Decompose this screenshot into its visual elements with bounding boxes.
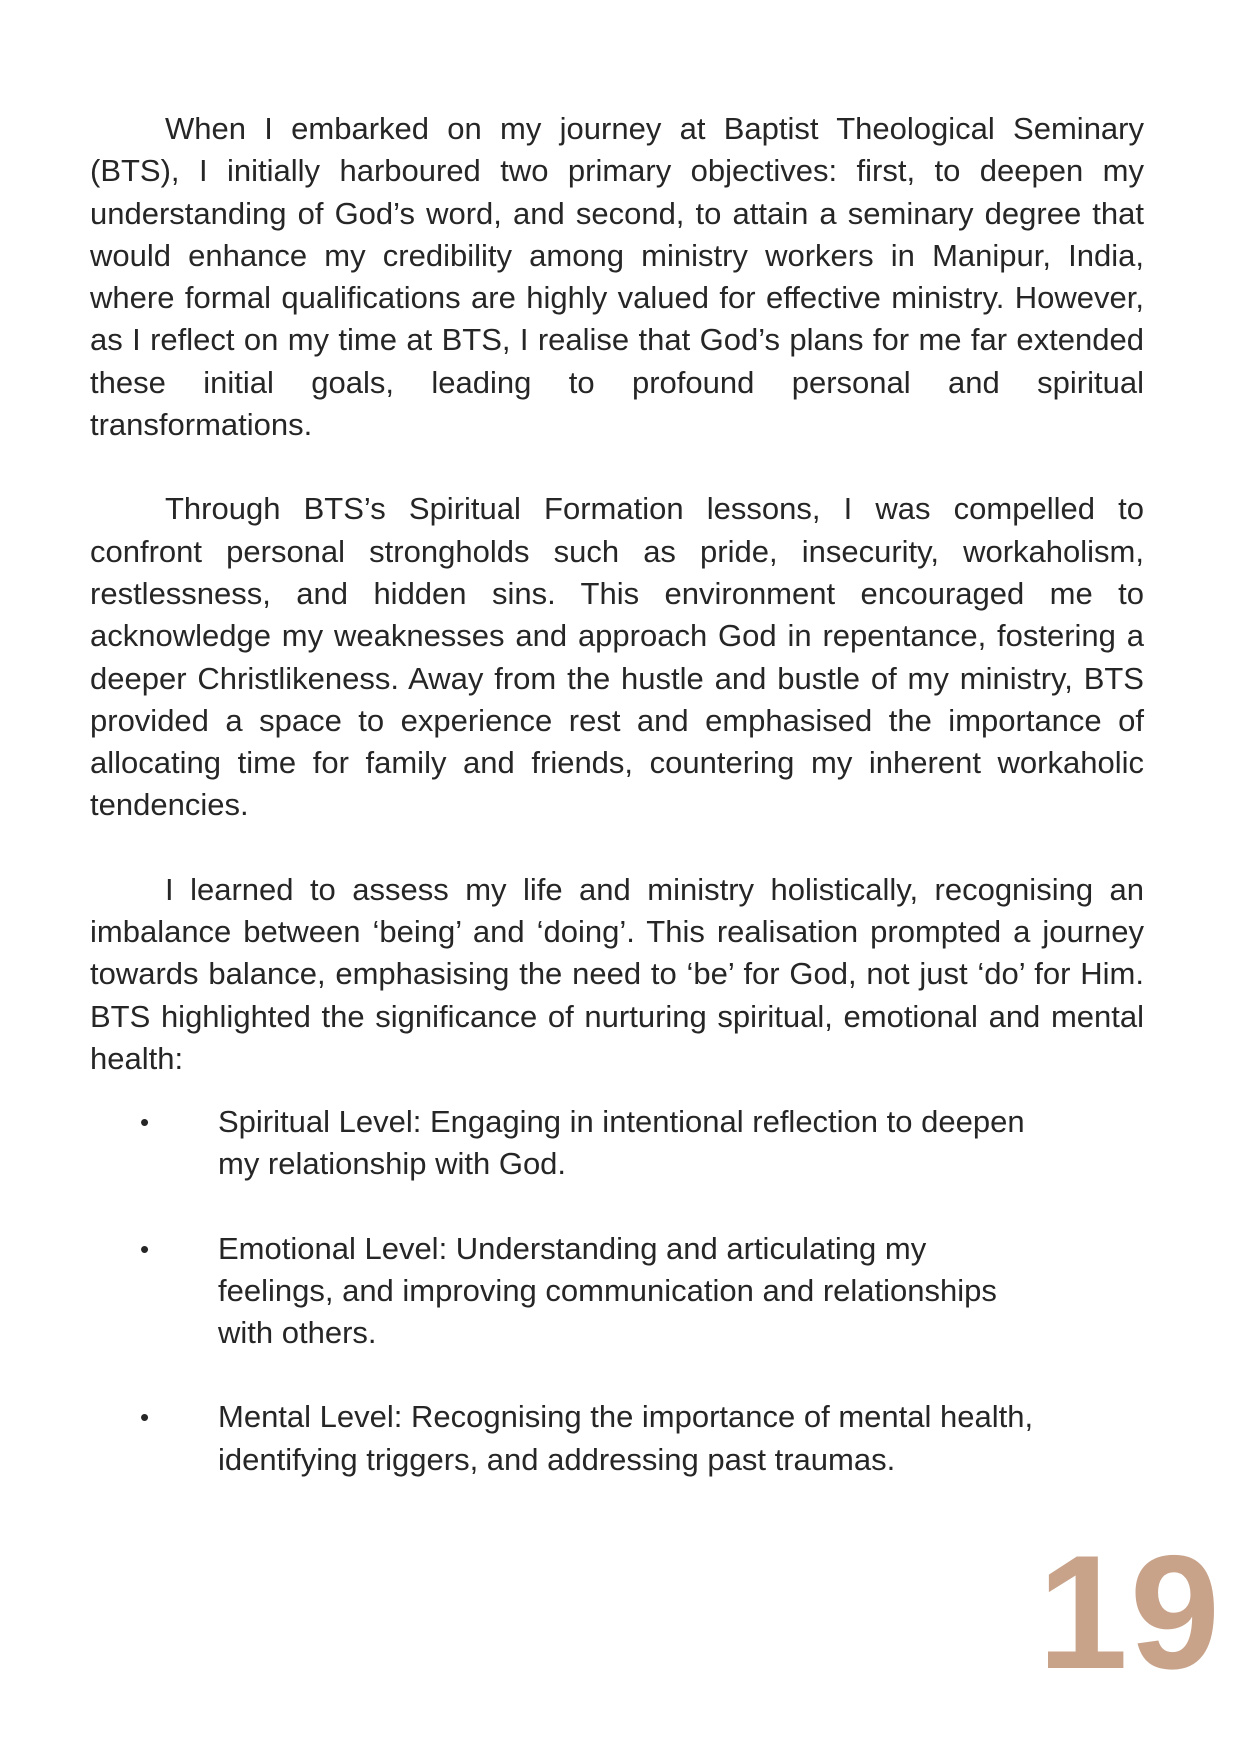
bullet-list bbox=[90, 1101, 1090, 1523]
bullet-text: Emotional Level: Understanding and articulating my feelings, and improving communication and relationships with others. bbox=[218, 1230, 997, 1351]
bullet-marker: • bbox=[140, 1233, 150, 1264]
bullet-item-spiritual bbox=[90, 1101, 1090, 1186]
body-text bbox=[90, 108, 1144, 1122]
paragraph-2: Through BTS’s Spiritual Formation lessons, I was compelled to confront personal strongholds such as pride, insecurity, workaholism, restlessness, and hidden sins. This environment encouraged me to acknowledge my weaknesses and approach God in repentance, fostering a deeper Christlikeness. Away from the hustle and bustle of my ministry, BTS provided a space to experience rest and emphasised the importance of allocating time for family and friends, countering my inherent workaholic tendencies. bbox=[90, 491, 1144, 823]
bullet-text: Spiritual Level: Engaging in intentional reflection to deepen my relationship with God. bbox=[218, 1104, 1025, 1182]
paragraph-1: When I embarked on my journey at Baptist Theological Seminary (BTS), I initially harboured two primary objectives: first, to deepen my understanding of God’s word, and second, to attain a seminary degree that would enhance my credibility among ministry workers in Manipur, India, where formal qualifications are highly valued for effective ministry. However, as I reflect on my time at BTS, I realise that God’s plans for me far extended these initial goals, leading to profound personal and spiritual transformations. bbox=[90, 111, 1144, 443]
paragraph-3: I learned to assess my life and ministry holistically, recognising an imbalance between ‘being’ and ‘doing’. This realisation prompted a journey towards balance, emphasising the need to ‘be’ for God, not just ‘do’ for Him. BTS highlighted the significance of nurturing spiritual, emotional and mental health: bbox=[90, 871, 1144, 1076]
bullet-marker: • bbox=[140, 1107, 150, 1137]
bullet-item-mental bbox=[90, 1396, 1090, 1481]
bullet-item-emotional bbox=[90, 1228, 1090, 1355]
bullet-text: Mental Level: Recognising the importance of mental health, identifying triggers, and addressing past traumas. bbox=[218, 1399, 1034, 1477]
bullet-marker: • bbox=[140, 1402, 150, 1433]
page-number: 19 bbox=[1037, 1522, 1222, 1703]
